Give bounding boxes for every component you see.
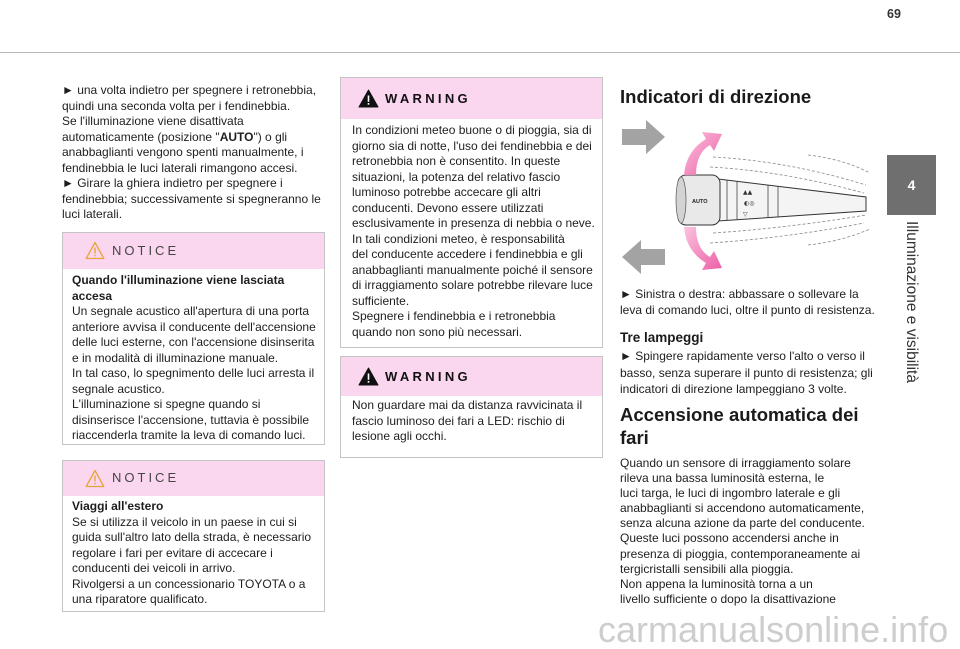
notice-label: NOTICE xyxy=(112,243,180,258)
warning-triangle-icon xyxy=(358,89,379,108)
notice-header xyxy=(63,233,324,269)
warning-label: WARNING xyxy=(385,91,471,106)
chapter-tab xyxy=(887,155,936,215)
stalk-down-arrow-icon xyxy=(684,227,722,270)
chapter-number: 4 xyxy=(907,177,916,193)
notice-body xyxy=(72,273,316,444)
warning-box-led-headlamps xyxy=(340,356,603,458)
auto-position-label: AUTO xyxy=(219,129,254,144)
watermark: carmanualsonline.info xyxy=(598,609,949,649)
indicator-stalk xyxy=(676,175,866,225)
notice-triangle-icon xyxy=(85,469,105,488)
notice-triangle-icon xyxy=(85,241,105,260)
three-flash-instruction: ► Spingere rapidamente verso l'alto o verso il basso, senza superare il punto di resistenza; gli indicatori di direzione lampeggiano 3 volte. xyxy=(620,349,873,396)
intro-paragraph-2-end: ") o gli anabbaglianti vengono spenti manualmente, i fendinebbia le luci laterali rimangono accesi. xyxy=(62,129,304,175)
warning-text: Non guardare mai da distanza ravvicinata il fascio luminoso dei fari a LED: rischio di lesione agli occhi. xyxy=(352,398,583,443)
right-arrow-icon xyxy=(622,120,665,154)
warning-text: In condizioni meteo buone o di pioggia, sia di giorno sia di notte, l'uso dei fendinebbia e dei retronebbia non è consentito. In queste situazioni, la potenza del relativo fascio luminoso potrebbe accecare gli altri conducenti. Devono essere utilizzati esclusivamente in presenza di nebbia o neve. In tali condizioni meteo, è responsabilità del conducente accedere i fendinebbia e gli anabbaglianti manualmente poiché il sensore di irraggiamento solare potrebbe rilevare luce sufficiente. Spegnere i fendinebbia e i retronebbia quando non sono più necessari. xyxy=(352,123,595,339)
section-title: Indicatori di direzione xyxy=(620,86,812,107)
notice-title: Viaggi all'estero xyxy=(72,499,164,513)
indicator-stalk-illustration xyxy=(618,115,870,280)
left-arrow-icon xyxy=(622,240,665,274)
notice-body xyxy=(72,499,311,608)
warning-body xyxy=(352,398,582,445)
notice-text: Se si utilizza il veicolo in un paese in cui si guida sull'altro lato della strada, è necessario regolare i fari per evitare di accecare i conducenti dei veicoli in arrivo. Rivolgersi a un concessionario TOYOTA o a una riparatore qualificato. xyxy=(72,514,312,606)
intro-paragraph-2 xyxy=(62,114,325,176)
intro-text xyxy=(62,83,325,223)
notice-header xyxy=(63,461,324,496)
auto-lights-title: Accensione automatica dei fari xyxy=(620,404,859,448)
chapter-title: Illuminazione e visibilità xyxy=(903,221,920,383)
direction-instruction: ► Sinistra o destra: abbassare o sollevare la leva di comando luci, oltre il punto di resistenza. xyxy=(620,287,875,317)
notice-label: NOTICE xyxy=(112,470,180,485)
notice-box-lights-left-on xyxy=(62,232,325,445)
warning-header xyxy=(341,78,602,119)
warning-body xyxy=(352,123,595,340)
warning-box-fog-lights xyxy=(340,77,603,348)
auto-lights-text: Quando un sensore di irraggiamento solare rileva una bassa luminosità esterna, le luci targa, le luci di ingombro laterale e gli anabbaglianti si accendono automaticamente, senza alcuna azione da parte del conducente. Queste luci possono accendersi anche in presenza di pioggia, contemporaneamente ai tergicristalli sensibili alla pioggia. Non appena la luminosità torna a un livello sufficiente o dopo la disattivazione xyxy=(620,456,865,606)
svg-text:◐◎: ◐◎ xyxy=(744,200,755,207)
stalk-auto-label: AUTO xyxy=(692,199,708,205)
warning-triangle-icon xyxy=(358,367,379,386)
intro-paragraph-1: ► una volta indietro per spegnere i retronebbia, quindi una seconda volta per i fendinebbia. xyxy=(62,83,317,113)
page-number: 69 xyxy=(887,7,901,21)
header-rule xyxy=(0,52,960,53)
intro-paragraph-2-start: Se l'illuminazione viene disattivata automaticamente (posizione " xyxy=(62,114,244,144)
warning-label: WARNING xyxy=(385,369,471,384)
svg-text:▲▲: ▲▲ xyxy=(743,189,753,196)
warning-header xyxy=(341,357,602,396)
intro-paragraph-3: ► Girare la ghiera indietro per spegnere i fendinebbia; successivamente si spegneranno le luci laterali. xyxy=(62,176,321,221)
notice-title: Quando l'illuminazione viene lasciata accesa xyxy=(72,273,285,303)
three-flash-title: Tre lampeggi xyxy=(620,330,704,345)
svg-text:▽: ▽ xyxy=(743,211,748,218)
notice-box-travel-abroad xyxy=(62,460,325,612)
stalk-up-arrow-icon xyxy=(684,132,722,175)
notice-text: Un segnale acustico all'apertura di una porta anteriore avvisa il conducente dell'accensione delle luci esterne, con l'accensione disinserita e in modalità di illuminazione manuale. In tal caso, lo spegnimento delle luci arresta il segnale acustico. L'illuminazione si spegne quando si disinserisce l'accensione, tuttavia è possibile riaccenderla tramite la leva di comando luci. xyxy=(72,304,316,442)
